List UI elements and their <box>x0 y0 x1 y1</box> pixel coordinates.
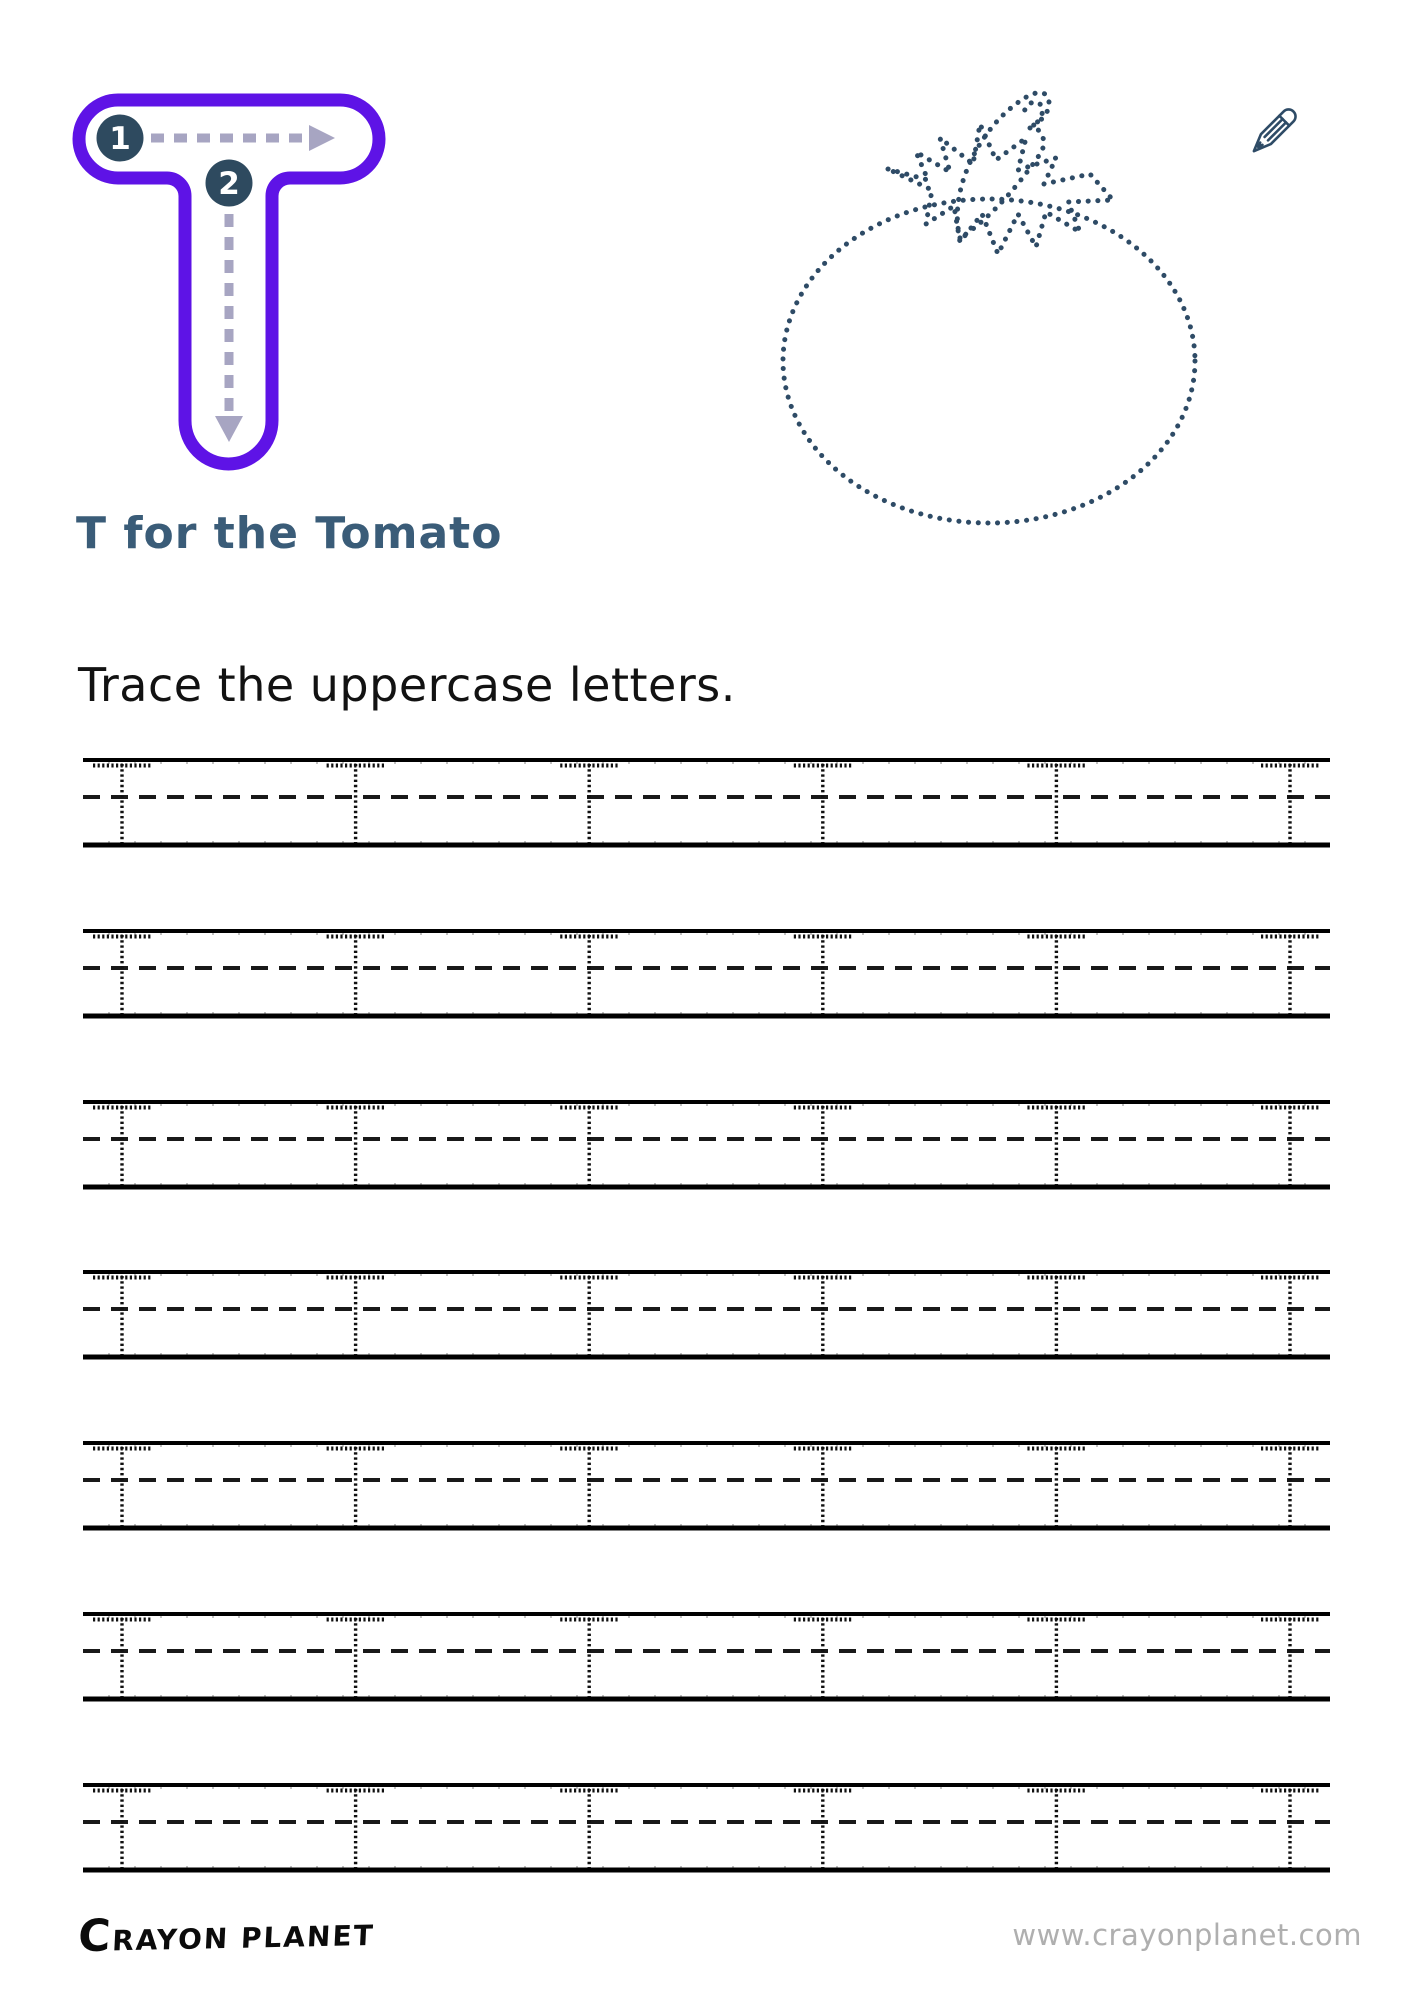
dotted-letter-T <box>560 1106 618 1185</box>
dotted-letter-T <box>794 1106 852 1185</box>
dotted-letter-T <box>1261 935 1319 1014</box>
dotted-letter-T <box>1261 764 1319 843</box>
trace-row <box>83 1268 1330 1362</box>
dotted-letter-T <box>560 1618 618 1697</box>
step-number: 2 <box>218 166 240 202</box>
dotted-letter-T <box>560 764 618 843</box>
trace-row <box>83 756 1330 850</box>
dotted-letter-T <box>1261 1447 1319 1526</box>
dotted-letter-T <box>93 1789 151 1868</box>
dotted-letter-T <box>1261 1789 1319 1868</box>
trace-rows <box>83 0 1330 2000</box>
dotted-letter-T <box>560 1789 618 1868</box>
dotted-letter-T <box>1027 1789 1085 1868</box>
dotted-letter-T <box>1027 1276 1085 1355</box>
dotted-letter-T <box>327 935 385 1014</box>
instruction-heading: Trace the uppercase letters. <box>78 658 736 712</box>
dotted-letter-T <box>327 1789 385 1868</box>
dotted-letter-T <box>794 1618 852 1697</box>
dotted-letter-T <box>93 935 151 1014</box>
dotted-letter-T <box>93 1447 151 1526</box>
dotted-letter-T <box>327 1618 385 1697</box>
dotted-letter-T <box>794 764 852 843</box>
dotted-letter-T <box>327 1276 385 1355</box>
dotted-letter-T <box>1261 1276 1319 1355</box>
dotted-letter-T <box>1261 1106 1319 1185</box>
dotted-letter-T <box>794 935 852 1014</box>
dotted-letter-T <box>1027 935 1085 1014</box>
brand-logo: CRAYON PLANET <box>76 1910 376 1963</box>
dotted-letter-T <box>327 764 385 843</box>
trace-row <box>83 927 1330 1021</box>
trace-row <box>83 1781 1330 1875</box>
trace-row <box>83 1439 1330 1533</box>
dotted-letter-T <box>1027 1618 1085 1697</box>
dotted-letter-T <box>1027 1106 1085 1185</box>
website-url: www.crayonplanet.com <box>1012 1918 1362 1952</box>
step-number: 1 <box>109 121 131 157</box>
dotted-letter-T <box>560 935 618 1014</box>
dotted-letter-T <box>1027 1447 1085 1526</box>
dotted-letter-T <box>327 1447 385 1526</box>
dotted-letter-T <box>93 764 151 843</box>
dotted-letter-T <box>794 1447 852 1526</box>
dotted-letter-T <box>327 1106 385 1185</box>
dotted-letter-T <box>1027 764 1085 843</box>
dotted-letter-T <box>560 1447 618 1526</box>
dotted-letter-T <box>1261 1618 1319 1697</box>
dotted-letter-T <box>93 1276 151 1355</box>
dotted-letter-T <box>560 1276 618 1355</box>
trace-row <box>83 1610 1330 1704</box>
trace-row <box>83 1098 1330 1192</box>
caption: T for the Tomato <box>76 508 503 559</box>
dotted-letter-T <box>794 1276 852 1355</box>
dotted-letter-T <box>794 1789 852 1868</box>
dotted-letter-T <box>93 1106 151 1185</box>
dotted-letter-T <box>93 1618 151 1697</box>
